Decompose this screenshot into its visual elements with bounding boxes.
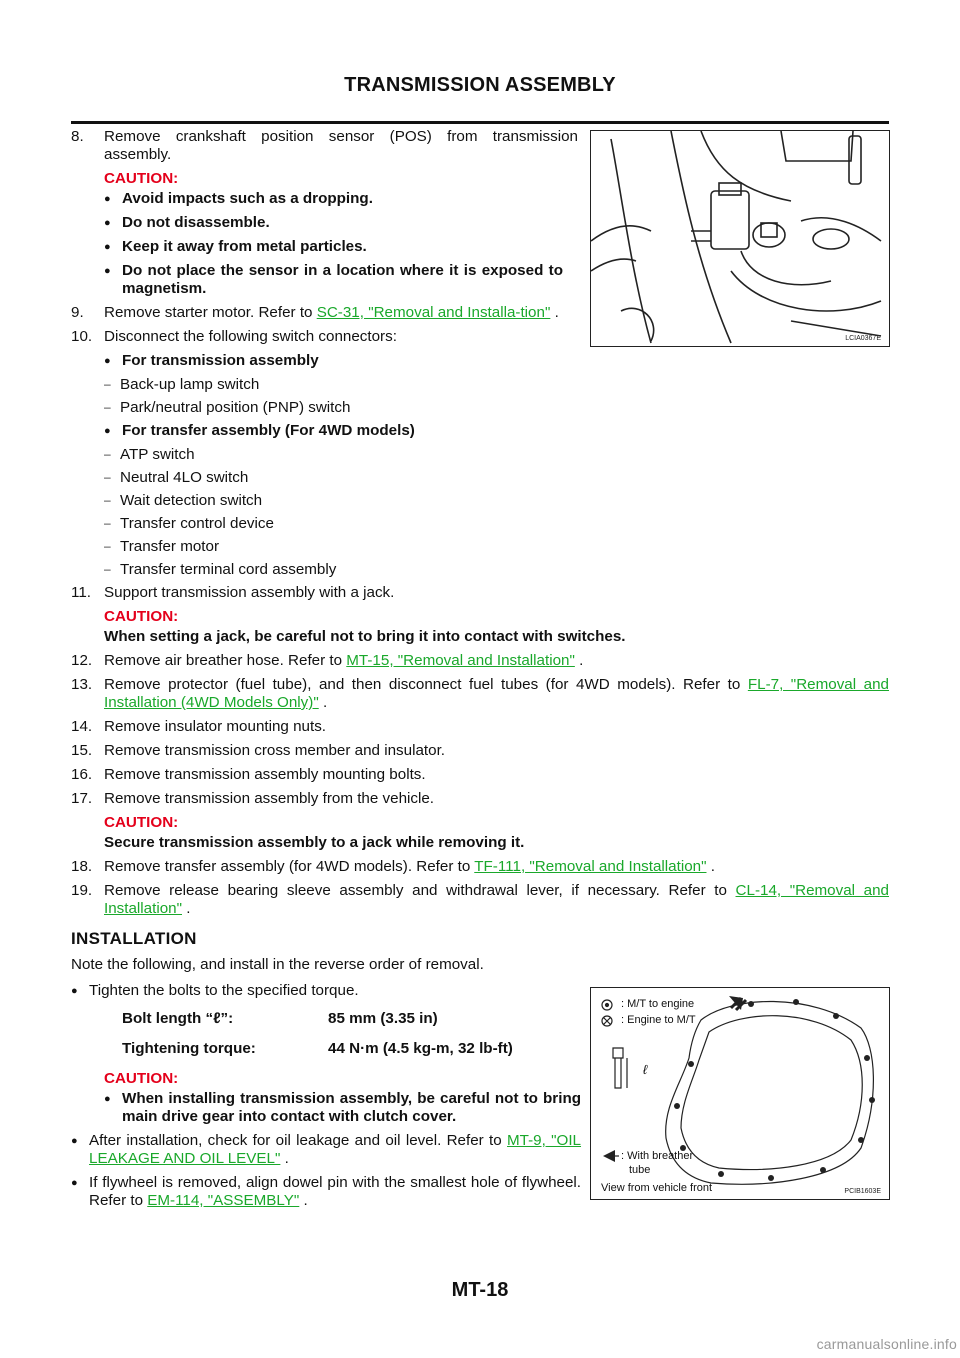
connector-item: – Back-up lamp switch	[104, 376, 889, 394]
caution-item: ● Keep it away from metal particles.	[104, 238, 563, 256]
caution-item: ● Do not disassemble.	[104, 214, 563, 232]
reference-link[interactable]: CL-14, "Removal and Installation"	[104, 882, 889, 917]
step-15: 15. Remove transmission cross member and insulator.	[71, 742, 446, 759]
step-18: 18. Remove transfer assembly (for 4WD models). Refer to TF-111, "Removal and Installation" .	[71, 858, 715, 875]
group-heading: ● For transfer assembly (For 4WD models)	[104, 422, 889, 440]
connector-item: – Wait detection switch	[104, 492, 889, 510]
reference-link[interactable]: EM-114, "ASSEMBLY"	[147, 1192, 300, 1209]
bolt-length-symbol: ℓ	[643, 1062, 648, 1077]
step-17: 17. Remove transmission assembly from the vehicle.	[71, 790, 435, 807]
connector-item: – Park/neutral position (PNP) switch	[104, 399, 889, 417]
watermark: carmanualsonline.info	[816, 1336, 957, 1352]
caution-label: CAUTION:	[104, 1070, 179, 1087]
caution-item: ● When installing transmission assembly, be careful not to bring main drive gear into contact with clutch cover.	[104, 1090, 581, 1126]
step-11: 11. Support transmission assembly with a jack.	[71, 584, 395, 601]
torque-value: 44 N·m (4.5 kg-m, 32 lb-ft)	[328, 1040, 513, 1057]
reference-link[interactable]: MT-15, "Removal and Installation"	[346, 652, 575, 669]
table-row	[122, 1006, 513, 1036]
legend-engine-to-mt: : Engine to M/T	[621, 1014, 696, 1026]
title-rule	[71, 121, 889, 124]
reference-link[interactable]: TF-111, "Removal and Installation"	[474, 858, 707, 875]
table-row	[122, 1036, 513, 1066]
connector-item: – Transfer control device	[104, 515, 889, 533]
caution-text: Secure transmission assembly to a jack while removing it.	[104, 834, 525, 851]
figure-code: LCIA0367E	[845, 335, 881, 342]
torque-key: Tightening torque:	[122, 1040, 256, 1057]
installation-intro: Note the following, and install in the reverse order of removal.	[71, 956, 484, 973]
step-8: 8. Remove crankshaft position sensor (POS) from transmission assembly.	[71, 128, 578, 163]
legend-breather-tube: tube	[629, 1164, 651, 1176]
reference-link[interactable]: SC-31, "Removal and Installa-tion"	[316, 304, 551, 321]
caution-label: CAUTION:	[104, 170, 179, 187]
installation-heading: INSTALLATION	[71, 929, 197, 948]
install-bullet: ● After installation, check for oil leakage and oil level. Refer to MT-9, "OIL LEAKAGE AND OIL LEVEL" .	[71, 1132, 581, 1168]
step-19: 19. Remove release bearing sleeve assembly and withdrawal lever, if necessary. Refer to CL-14, "Removal and Installation" .	[71, 882, 889, 917]
caution-item: ● Do not place the sensor in a location where it is exposed to magnetism.	[104, 262, 563, 298]
group-heading: ● For transmission assembly	[104, 352, 889, 370]
step-9: 9. Remove starter motor. Refer to SC-31, "Removal and Installa-tion" .	[71, 304, 559, 321]
connector-item: – Transfer terminal cord assembly	[104, 561, 889, 579]
page-number: MT-18	[451, 1279, 509, 1301]
caution-item: ● Avoid impacts such as a dropping.	[104, 190, 563, 208]
connector-item: – Neutral 4LO switch	[104, 469, 889, 487]
figure-code: PCIB1603E	[844, 1188, 881, 1195]
connector-item: – Transfer motor	[104, 538, 889, 556]
torque-value: 85 mm (3.35 in)	[328, 1010, 438, 1027]
page-title: TRANSMISSION ASSEMBLY	[344, 74, 616, 96]
legend-breather: : With breather	[621, 1150, 694, 1162]
reference-link[interactable]: MT-9, "OIL LEAKAGE AND OIL LEVEL"	[89, 1132, 582, 1167]
step-16: 16. Remove transmission assembly mounting bolts.	[71, 766, 426, 783]
caution-text: When setting a jack, be careful not to bring it into contact with switches.	[104, 628, 626, 645]
step-14: 14. Remove insulator mounting nuts.	[71, 718, 327, 735]
caution-label: CAUTION:	[104, 814, 179, 831]
reference-link[interactable]: FL-7, "Removal and Installation (4WD Models Only)"	[104, 676, 889, 711]
connector-item: – ATP switch	[104, 446, 889, 464]
install-bullet: ● Tighten the bolts to the specified torque.	[71, 982, 889, 1000]
step-10: 10. Disconnect the following switch connectors:	[71, 328, 397, 345]
torque-table	[122, 1006, 513, 1066]
legend-mt-to-engine: : M/T to engine	[621, 998, 695, 1010]
procedure-content	[71, 128, 889, 1216]
caution-label: CAUTION:	[104, 608, 179, 625]
install-bullet: ● If flywheel is removed, align dowel pin with the smallest hole of flywheel. Refer to EM-114, "ASSEMBLY" .	[71, 1174, 581, 1210]
step-12: 12. Remove air breather hose. Refer to MT-15, "Removal and Installation" .	[71, 652, 584, 669]
figure-caption: View from vehicle front	[601, 1182, 713, 1194]
step-13: 13. Remove protector (fuel tube), and then disconnect fuel tubes (for 4WD models). Refer to FL-7, "Removal and Installation (4WD Models Only)" .	[71, 676, 889, 711]
torque-key: Bolt length “ℓ”:	[122, 1010, 234, 1027]
